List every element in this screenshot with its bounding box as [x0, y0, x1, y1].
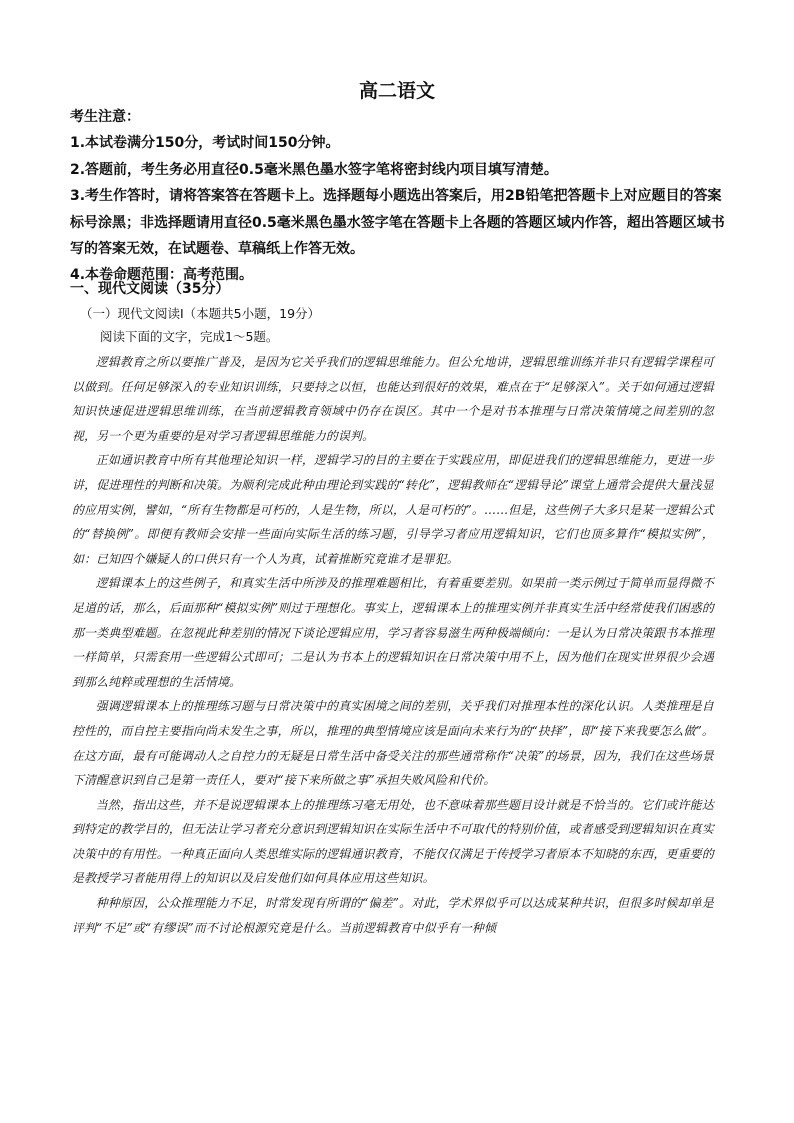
page-title: 高二语文	[358, 80, 435, 102]
notice-item: 2.答题前，考生务必用直径0.5毫米黑色墨水签字笔将密封线内项目填写清楚。	[70, 161, 558, 178]
section-subtitle: （一）现代文阅读Ⅰ（本题共5小题，19分）	[80, 306, 321, 321]
reading-passage	[72, 350, 714, 940]
passage-paragraph: 种种原因，公众推理能力不足，时常发现有所谓的“偏差”。对此，学术界似乎可以达成某种共识，但很多时候却单是评判“不足”或“有缪误”而不讨论根源究竟是什么。当前逻辑教育中似乎有一种倾	[72, 896, 714, 935]
section-title: 一、现代文阅读（35分）	[70, 281, 230, 297]
notice-item: 1.本试卷满分150分，考试时间150分钟。	[70, 135, 340, 152]
notice-item: 3.考生作答时，请将答案答在答题卡上。选择题每小题选出答案后，用2B铅笔把答题卡上对应题目的答案标号涂黑；非选择题请用直径0.5毫米黑色墨水签字笔在答题卡上各题的答题区域内作答，超出答题区域书写的答案无效，在试题卷、草稿纸上作答无效。	[70, 188, 725, 258]
notice-heading: 考生注意：	[70, 109, 140, 125]
passage-paragraph: 正如通识教育中所有其他理论知识一样，逻辑学习的目的主要在于实践应用，即促进我们的逻辑思维能力，更进一步讲，促进理性的判断和决策。为顺利完成此种由理论到实践的“转化”，逻辑教师在“逻辑导论”课堂上通常会提供大量浅显的应用实例，譬如，“所有生物都是可朽的，人是生物，所以，人是可朽的”。……但是，这些例子大多只是某一逻辑公式的“替换例”。即便有教师会安排一些面向实际生活的练习题，引导学习者应用逻辑知识，它们也顶多算作“模拟实例”，如：已知四个嫌疑人的口供只有一个人为真，试着推断究竟谁才是罪犯。	[72, 453, 714, 566]
notice-item: 4.本卷命题范围：高考范围。	[70, 267, 254, 284]
passage-paragraph: 强调逻辑课本上的推理练习题与日常决策中的真实困境之间的差别，关乎我们对推理本性的深化认识。人类推理是自控性的，而自控主要指向尚未发生之事，所以，推理的典型情境应该是面向未来行为的“抉择”，即“接下来我要怎么做”。在这方面，最有可能调动人之自控力的无疑是日常生活中备受关注的那些通常称作“决策”的场景，因为，我们在这些场景下清醒意识到自己是第一责任人，要对“接下来所做之事”承担失败风险和代价。	[72, 699, 714, 788]
passage-paragraph: 逻辑教育之所以要推广普及，是因为它关乎我们的逻辑思维能力。但公允地讲，逻辑思维训练并非只有逻辑学课程可以做到。任何足够深入的专业知识训练，只要持之以恒，也能达到很好的效果，难点在于“足够深入”。关于如何通过逻辑知识快速促进逻辑思维训练，在当前逻辑教育领域中仍存在误区。其中一个是对书本推理与日常决策情境之间差别的忽视，另一个更为重要的是对学习者逻辑思维能力的误判。	[72, 355, 714, 443]
passage-paragraph: 逻辑课本上的这些例子，和真实生活中所涉及的推理难题相比，有着重要差别。如果前一类示例过于简单而显得微不足道的话，那么，后面那种“模拟实例”则过于理想化。事实上，逻辑课本上的推理实例并非真实生活中经常使我们困惑的那一类典型难题。在忽视此种差别的情况下谈论逻辑应用，学习者容易滋生两种极端倾向：一是认为日常决策跟书本推理一样简单，只需套用一些逻辑公式即可；二是认为书本上的逻辑知识在日常决策中用不上，因为他们在现实世界很少会遇到那么纯粹或理想的生活情境。	[72, 576, 714, 689]
exam-notice	[70, 104, 730, 289]
passage-paragraph: 当然，指出这些，并不是说逻辑课本上的推理练习毫无用处，也不意味着那些题目设计就是不恰当的。它们或许能达到特定的教学目的，但无法让学习者充分意识到逻辑知识在实际生活中不可取代的特别价值，或者感受到逻辑知识在真实决策中的有用性。一种真正面向人类思维实际的逻辑通识教育，不能仅仅满足于传授学习者原本不知晓的东西，更重要的是教授学习者能用得上的知识以及启发他们如何具体应用这些知识。	[72, 797, 714, 886]
reading-instruction: 阅读下面的文字，完成1～5题。	[100, 329, 279, 344]
